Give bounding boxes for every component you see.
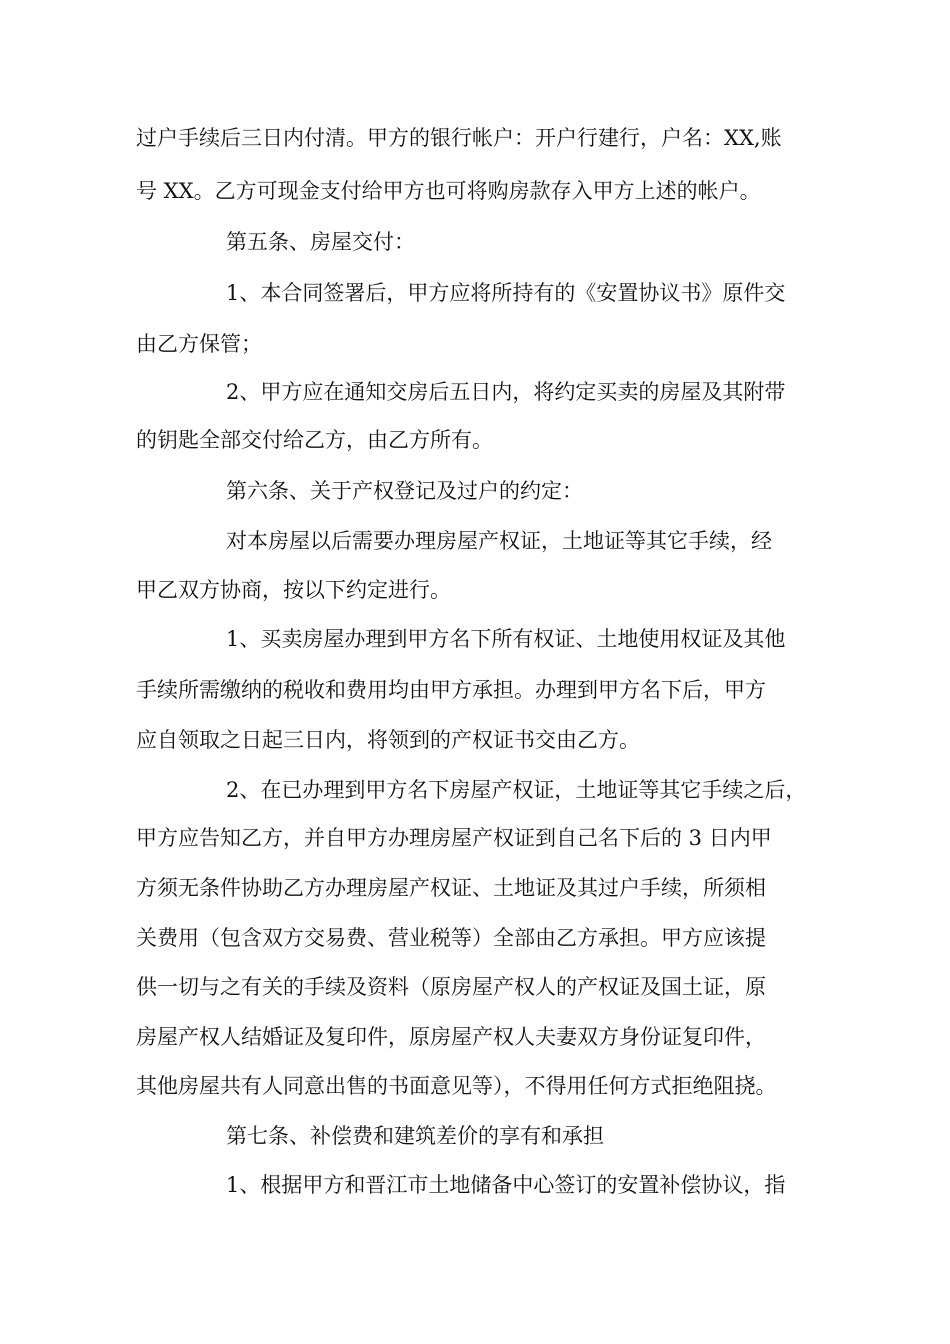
text-line: 甲乙双方协商，按以下约定进行。 (136, 578, 451, 602)
text-line: 1、根据甲方和晋江市土地储备中心签订的安置补偿协议，指 (226, 1173, 786, 1197)
text-line: 手续所需缴纳的税收和费用均由甲方承担。办理到甲方名下后，甲方 (136, 678, 766, 702)
text-line: 供一切与之有关的手续及资料（原房屋产权人的产权证及国土证，原 (136, 975, 766, 999)
text-line: 其他房屋共有人同意出售的书面意见等），不得用任何方式拒绝阻挠。 (136, 1074, 777, 1098)
section-heading: 第七条、补偿费和建筑差价的享有和承担 (226, 1124, 604, 1148)
text-line: 1、本合同签署后，甲方应将所持有的《安置协议书》原件交 (226, 281, 786, 305)
text-line: 甲方应告知乙方，并自甲方办理房屋产权证到自己名下后的 3 日内甲 (136, 826, 772, 850)
text-line: 号 XX。乙方可现金支付给甲方也可将购房款存入甲方上述的帐户。 (136, 179, 761, 203)
text-line: 过户手续后三日内付清。甲方的银行帐户：开户行建行，户名：XX,账 (136, 126, 782, 150)
text-line: 1、买卖房屋办理到甲方名下所有权证、土地使用权证及其他 (226, 627, 786, 651)
text-line: 的钥匙全部交付给乙方，由乙方所有。 (136, 428, 493, 452)
text-line: 房屋产权人结婚证及复印件，原房屋产权人夫妻双方身份证复印件， (136, 1025, 766, 1049)
text-line: 对本房屋以后需要办理房屋产权证，土地证等其它手续，经 (226, 529, 772, 553)
section-heading: 第六条、关于产权登记及过户的约定： (226, 479, 583, 503)
section-heading: 第五条、房屋交付： (226, 230, 415, 254)
text-line: 方须无条件协助乙方办理房屋产权证、土地证及其过户手续，所须相 (136, 876, 766, 900)
text-line: 应自领取之日起三日内，将领到的产权证书交由乙方。 (136, 728, 640, 752)
text-line: 关费用（包含双方交易费、营业税等）全部由乙方承担。甲方应该提 (136, 926, 766, 950)
text-line: 2、甲方应在通知交房后五日内，将约定买卖的房屋及其附带 (226, 380, 786, 404)
text-line: 2、在已办理到甲方名下房屋产权证，土地证等其它手续之后， (226, 778, 807, 802)
text-line: 由乙方保管； (136, 332, 262, 356)
